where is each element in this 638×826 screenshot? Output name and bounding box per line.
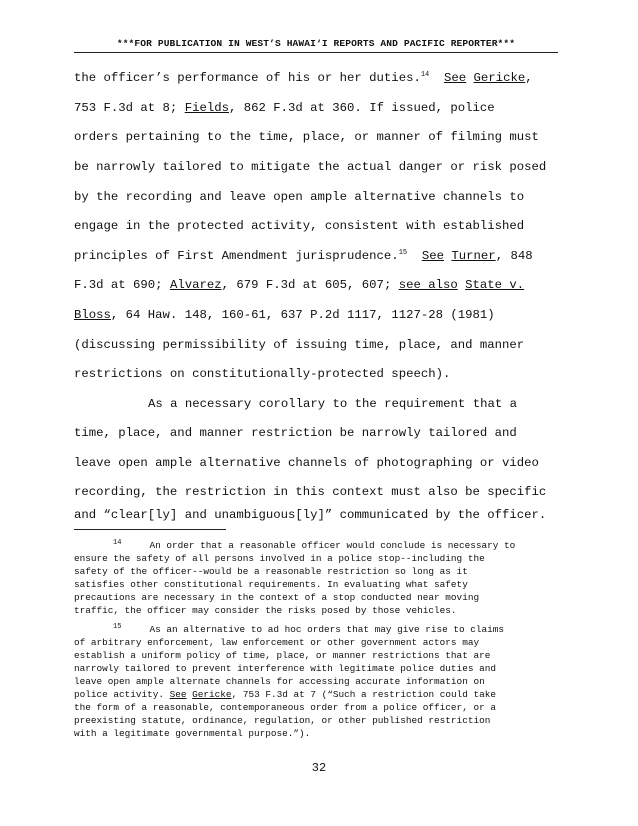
footnote-14-line-4: satisfies other constitutional requirements. In evaluating what safety — [74, 579, 468, 590]
body-line-3: orders pertaining to the time, place, or manner of filming must — [74, 130, 539, 144]
header-rule — [74, 52, 558, 53]
body-line-5: by the recording and leave open ample alternative channels to — [74, 190, 525, 204]
footnote-14-line-5: precautions are necessary in the context of a stop conducted near moving — [74, 592, 480, 603]
body-line-6: engage in the protected activity, consistent with established — [74, 219, 525, 233]
body-line-1: the officer’s performance of his or her duties.$^{14}$ See Gericke, — [74, 70, 533, 85]
footnote-14-line-3: safety of the officer--would be a reasonable restriction so long as it — [74, 566, 468, 577]
case-name: Fields — [184, 101, 229, 115]
footnote-15-line-3: establish a uniform policy of time, place, or manner restrictions that are — [74, 650, 491, 661]
signal-see-also: see also — [398, 278, 458, 292]
footnote-15-line-8: preexisting statute, ordinance, regulation, or other published restriction — [74, 715, 491, 726]
footnote-14-line-1: $^{14}$ An order that a reasonable officer would conclude is necessary to — [113, 538, 516, 551]
body-line-11: restrictions on constitutionally-protected speech). — [74, 367, 451, 381]
body-line-10: (discussing permissibility of issuing time, place, and manner — [74, 338, 525, 352]
footnote-ref-14[interactable]: 14 — [420, 70, 430, 79]
footnote-14-line-2: ensure the safety of all persons involved in a police stop--including the — [74, 553, 485, 564]
body-line-12: As a necessary corollary to the requirement that a — [148, 397, 517, 411]
footnote-15-line-4: narrowly tailored to prevent interference with legitimate police duties and — [74, 663, 496, 674]
footnote-15-line-9: with a legitimate governmental purpose.”). — [74, 728, 311, 739]
footnote-ref-15[interactable]: 15 — [398, 248, 408, 257]
case-name: Bloss — [74, 308, 111, 322]
footnote-separator — [74, 529, 226, 530]
body-line-8: F.3d at 690; Alvarez, 679 F.3d at 605, 607; see also State v. — [74, 278, 525, 292]
case-name: Gericke — [192, 689, 232, 700]
running-header: ***FOR PUBLICATION IN WEST’S HAWAI‘I REPORTS AND PACIFIC REPORTER*** — [116, 38, 516, 49]
body-line-16: and “clear[ly] and unambiguous[ly]” communicated by the officer. — [74, 508, 547, 522]
signal-see: See — [169, 689, 187, 700]
footnote-number-14: 14 — [113, 538, 122, 547]
body-line-14: leave open ample alternative channels of photographing or video — [74, 456, 539, 470]
footnote-number-15: 15 — [113, 622, 122, 631]
body-line-7: principles of First Amendment jurisprudence.$^{15}$ See Turner, 848 — [74, 248, 533, 263]
footnote-15-line-1: $^{15}$ As an alternative to ad hoc orders that may give rise to claims — [113, 622, 504, 635]
page-number: 32 — [311, 761, 327, 775]
body-line-15: recording, the restriction in this context must also be specific — [74, 485, 547, 499]
signal-see: See — [421, 249, 445, 263]
body-line-2: 753 F.3d at 8; Fields, 862 F.3d at 360. If issued, police — [74, 101, 495, 115]
signal-see: See — [444, 71, 467, 85]
footnote-15-line-7: the form of a reasonable, contemporaneous order from a police officer, or a — [74, 702, 496, 713]
body-line-9: Bloss, 64 Haw. 148, 160-61, 637 P.2d 1117, 1127-28 (1981) — [74, 308, 495, 322]
footnote-15-line-5: leave open ample alternate channels for accessing accurate information on — [74, 676, 485, 687]
case-name: Alvarez — [169, 278, 222, 292]
footnote-15-line-6: police activity. See Gericke, 753 F.3d at 7 (“Such a restriction could take — [74, 689, 496, 700]
case-name: State v. — [465, 278, 525, 292]
footnote-15-line-2: of arbitrary enforcement, law enforcement or other government actors may — [74, 637, 480, 648]
body-line-4: be narrowly tailored to mitigate the actual danger or risk posed — [74, 160, 547, 174]
footnote-14-line-6: traffic, the officer may consider the risks posed by those vehicles. — [74, 605, 457, 616]
case-name: Gericke — [473, 71, 526, 85]
body-line-13: time, place, and manner restriction be narrowly tailored and — [74, 426, 517, 440]
case-name: Turner — [451, 249, 496, 263]
